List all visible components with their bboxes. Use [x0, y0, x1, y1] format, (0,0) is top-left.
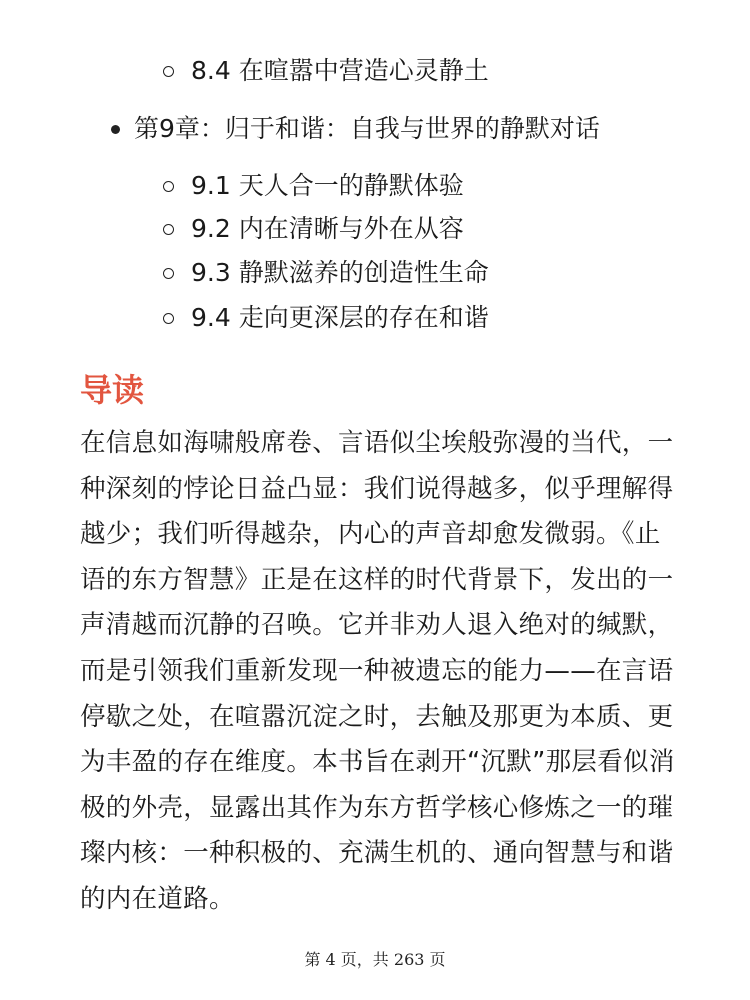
toc-item-label: 9.2 内在清晰与外在从容	[191, 214, 464, 243]
section-heading: 导读	[80, 371, 145, 409]
toc-item-label: 第9章：归于和谐：自我与世界的静默对话	[134, 114, 600, 143]
solid-bullet-icon	[111, 125, 120, 134]
toc-item-label: 9.4 走向更深层的存在和谐	[191, 303, 489, 332]
hollow-bullet-icon	[163, 313, 174, 324]
toc-item-label: 9.3 静默滋养的创造性生命	[191, 258, 489, 287]
hollow-bullet-icon	[163, 66, 174, 77]
page-number: 第 4 页，共 263 页	[304, 950, 446, 969]
hollow-bullet-icon	[163, 181, 174, 192]
toc-item-label: 8.4 在喧嚣中营造心灵静土	[191, 56, 489, 85]
toc-item-9-1[interactable]	[163, 171, 464, 201]
toc-item-9-4[interactable]	[163, 303, 489, 333]
toc-item-9-2[interactable]	[163, 214, 464, 244]
hollow-bullet-icon	[163, 224, 174, 235]
intro-paragraph: 在信息如海啸般席卷、言语似尘埃般弥漫的当代，一种深刻的悖论日益凸显：我们说得越多，似乎理解得越少；我们听得越杂，内心的声音却愈发微弱。《止语的东方智慧》正是在这样的时代背景下，发出的一声清越而沉静的召唤。它并非劝人退入绝对的缄默，而是引领我们重新发现一种被遗忘的能力——在言语停歇之处，在喧嚣沉淀之时，去触及那更为本质、更为丰盈的存在维度。本书旨在剥开“沉默”那层看似消极的外壳，显露出其作为东方哲学核心修炼之一的璀璨内核：一种积极的、充满生机的、通向智慧与和谐的内在道路。	[80, 428, 675, 914]
toc-item-8-4[interactable]	[163, 56, 489, 86]
toc-item-9-3[interactable]	[163, 258, 489, 288]
toc-item-chapter-9[interactable]	[111, 114, 600, 144]
toc-item-label: 9.1 天人合一的静默体验	[191, 171, 464, 200]
hollow-bullet-icon	[163, 268, 174, 279]
